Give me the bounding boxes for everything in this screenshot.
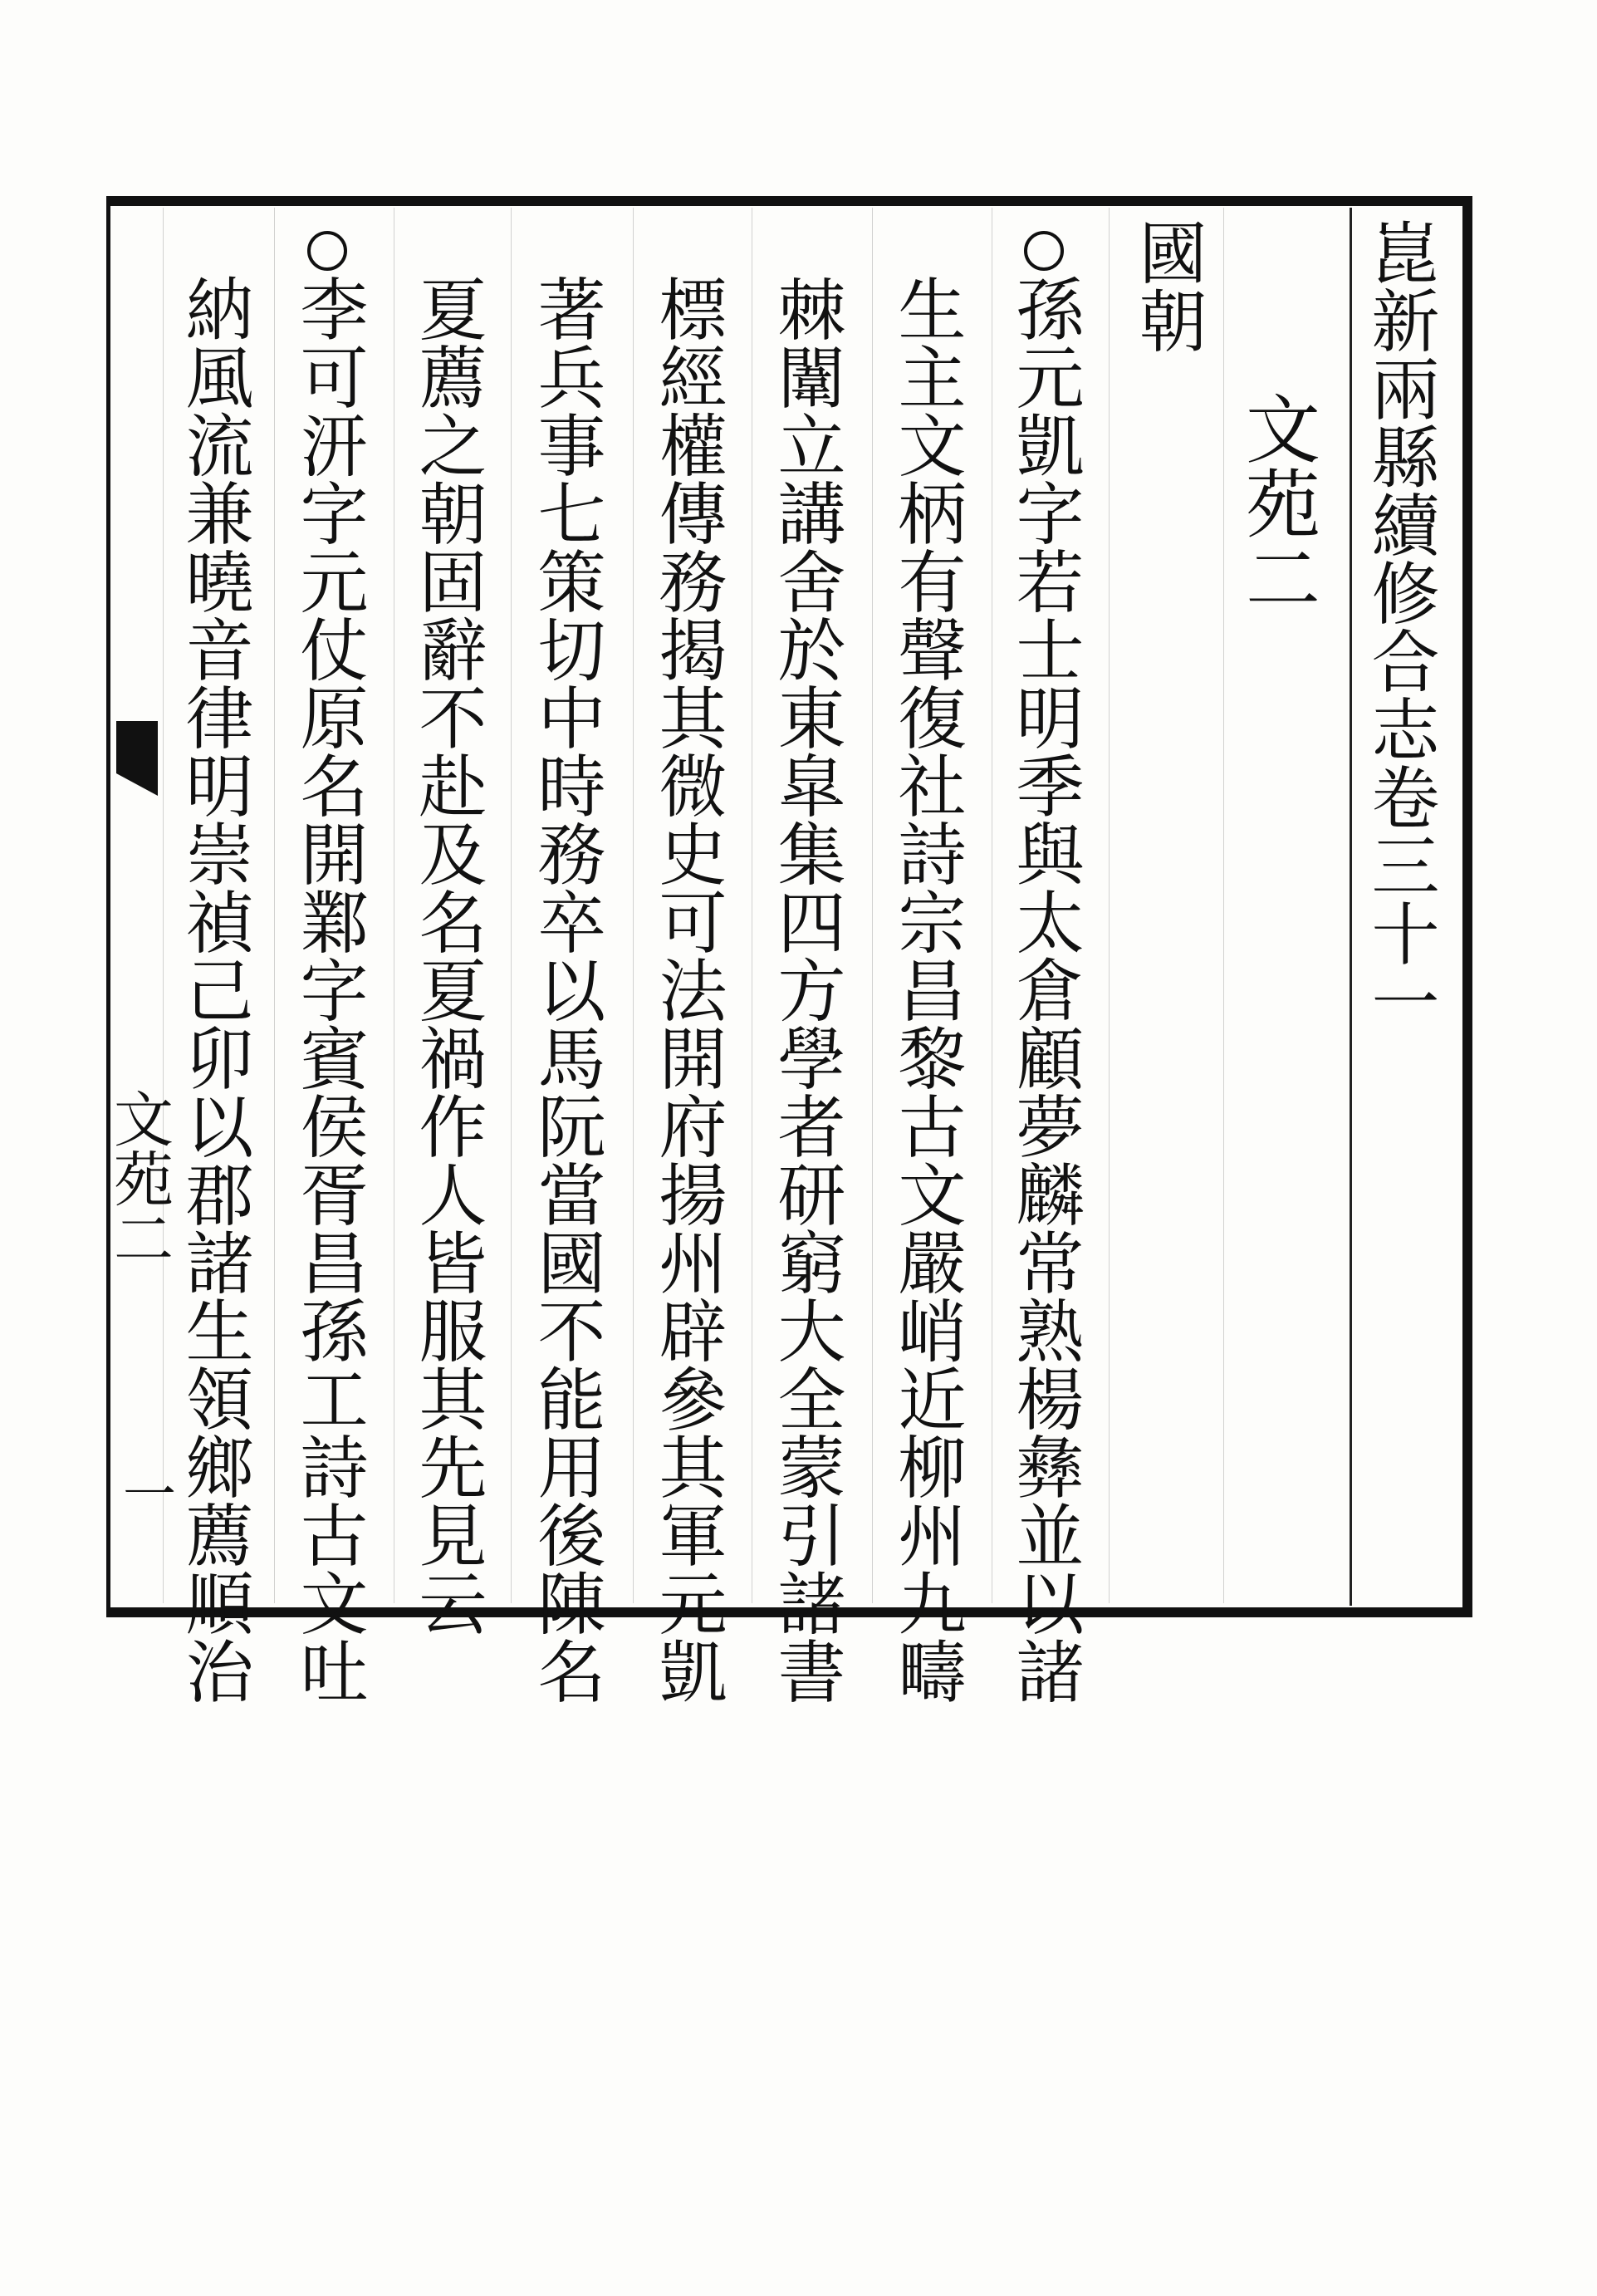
- entry-marker-circle: [307, 231, 347, 271]
- text-column: 棘闈立講舍於東皐集四方學者研窮大全蒙引諸書: [767, 274, 845, 1705]
- column-rule: [1109, 208, 1110, 1603]
- column-rule: [872, 208, 873, 1603]
- text-column: 納風流兼曉音律明崇禎己卯以郡諸生領鄉薦順治: [174, 274, 253, 1705]
- column-rule: [633, 208, 634, 1603]
- leaf-number: 一: [114, 1466, 175, 1519]
- section-heading: 文苑二: [1232, 390, 1320, 615]
- text-column: 生主文柄有聲復社詩宗昌黎古文嚴峭近柳州九疇: [887, 274, 966, 1705]
- entry-marker-circle: [1024, 231, 1064, 271]
- text-column: 著兵事七策切中時務卒以馬阮當國不能用後陳名: [527, 274, 605, 1705]
- column-rule: [274, 208, 275, 1603]
- column-rule: [1223, 208, 1224, 1603]
- margin-section-title: 文苑二: [104, 1088, 174, 1268]
- text-column: 標經權傳務揭其微史可法開府揚州辟參其軍元凱: [648, 274, 727, 1705]
- frame-left-border: [106, 196, 110, 1617]
- fishtail-mark: [116, 721, 158, 796]
- frame-top-border: [106, 196, 1472, 206]
- text-column: 李可汧字元仗原名開鄴字賓侯胥昌孫工詩古文吐: [289, 274, 368, 1705]
- volume-title: 崑新兩縣續修合志卷三十一: [1360, 218, 1439, 1035]
- frame-right-border: [1462, 196, 1472, 1617]
- column-rule: [163, 208, 164, 1603]
- text-column: 夏薦之朝固辭不赴及名夏禍作人皆服其先見云: [408, 274, 487, 1636]
- text-column: 孫元凱字若士明季與太倉顧夢麟常熟楊彝並以諸: [1005, 274, 1084, 1705]
- column-rule: [511, 208, 512, 1603]
- column-rule: [1350, 208, 1352, 1606]
- era-heading: 國朝: [1128, 218, 1207, 354]
